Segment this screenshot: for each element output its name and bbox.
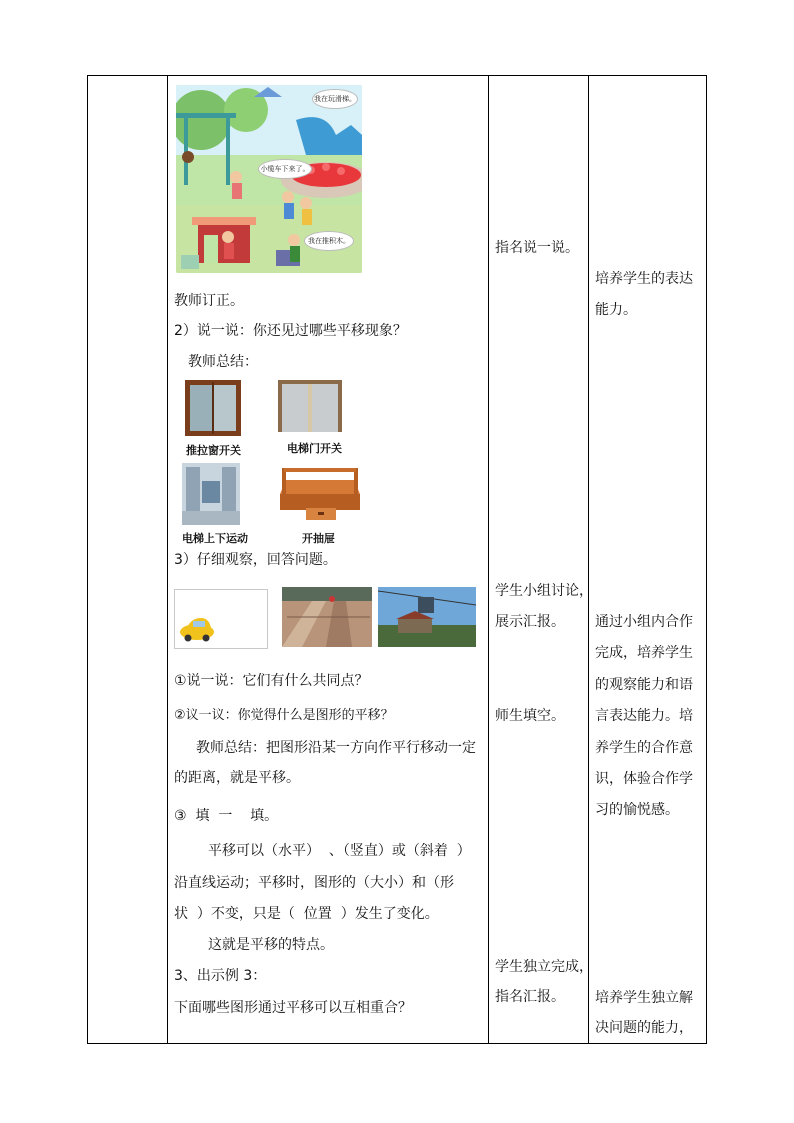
fill-line-2: 沿直线运动；平移时，图形的（大小）和（形: [174, 875, 454, 891]
goal-3-line-2: 决问题的能力，: [595, 1020, 693, 1036]
question-2: ②议一议：你觉得什么是图形的平移？: [174, 708, 394, 723]
elevator-door-icon: [278, 380, 342, 432]
caption-drawer: 开抽屉: [302, 532, 335, 545]
drawer-image: [278, 462, 362, 524]
summary-line-1: 教师总结：把图形沿某一方向作平行移动一定: [196, 740, 476, 756]
goal-2-line-2: 完成，培养学生: [595, 645, 693, 661]
runway-image: [282, 587, 372, 647]
playground-illustration: [176, 85, 362, 273]
elevator-door-image: [278, 380, 342, 432]
speech-bubble-slide: 我在玩滑梯。: [312, 89, 358, 109]
fill-line-4: 这就是平移的特点。: [208, 937, 334, 953]
goal-2-line-5: 养学生的合作意: [595, 740, 693, 756]
activity-2-line-2: 展示汇报。: [495, 614, 565, 630]
teacher-summary-label: 教师总结：: [188, 354, 258, 370]
sliding-window-icon: [183, 378, 243, 438]
column-divider-3: [588, 75, 589, 1044]
example3-question: 下面哪些图形通过平移可以互相重合？: [174, 1000, 412, 1016]
item3-heading: 3）仔细观察，回答问题。: [174, 552, 337, 568]
cable-car-scene-icon: [378, 587, 476, 647]
activity-4-line-2: 指名汇报。: [495, 989, 565, 1005]
column-divider-1: [167, 75, 168, 1044]
goal-2-line-4: 言表达能力。培: [595, 708, 693, 724]
activity-3: 师生填空。: [495, 708, 565, 724]
goal-2-line-1: 通过小组内合作: [595, 614, 693, 630]
goal-2-line-7: 习的愉悦感。: [595, 802, 679, 818]
cable-car-image: [378, 587, 476, 647]
elevator-moving-image: [182, 463, 240, 525]
goal-2-line-3: 的观察能力和语: [595, 677, 693, 693]
sliding-window-image: [183, 378, 243, 438]
runway-scene-icon: [282, 587, 372, 647]
activity-1: 指名说一说。: [495, 240, 579, 256]
drawer-icon: [278, 462, 362, 524]
teacher-correct-text: 教师订正。: [174, 293, 244, 309]
goal-2-line-6: 识，体验合作学: [595, 771, 693, 787]
item2-heading: 2）说一说：你还见过哪些平移现象？: [174, 323, 407, 339]
activity-4-line-1: 学生独立完成，: [495, 959, 593, 975]
speech-bubble-cablecar: 小缆车下来了。: [258, 159, 312, 179]
goal-3-line-1: 培养学生独立解: [595, 990, 693, 1006]
table-right-border: [706, 75, 707, 1044]
table-bottom-border: [87, 1043, 707, 1044]
example3-title: 3、出示例 3：: [174, 968, 267, 984]
question-1: ①说一说：它们有什么共同点？: [174, 673, 369, 689]
goal-1-line-1: 培养学生的表达: [595, 271, 693, 287]
activity-2-line-1: 学生小组讨论，: [495, 583, 593, 599]
caption-elevator-moving: 电梯上下运动: [182, 532, 248, 545]
summary-line-2: 的距离，就是平移。: [174, 770, 300, 786]
caption-sliding-window: 推拉窗开关: [186, 444, 241, 457]
car-image: [174, 589, 268, 649]
goal-1-line-2: 能力。: [595, 302, 637, 318]
fill-title: ③ 填 一 填。: [174, 808, 279, 824]
caption-elevator-door: 电梯门开关: [287, 442, 342, 455]
car-icon: [175, 590, 267, 648]
elevator-moving-icon: [182, 463, 240, 525]
table-top-border: [87, 75, 707, 76]
fill-line-3: 状 ）不变，只是（ 位置 ）发生了变化。: [174, 906, 439, 922]
table-left-border: [87, 75, 88, 1044]
speech-bubble-blocks: 我在推积木。: [304, 231, 354, 251]
fill-line-1: 平移可以（水平） 、（竖直）或（斜着 ）: [208, 843, 471, 859]
column-divider-2: [488, 75, 489, 1044]
